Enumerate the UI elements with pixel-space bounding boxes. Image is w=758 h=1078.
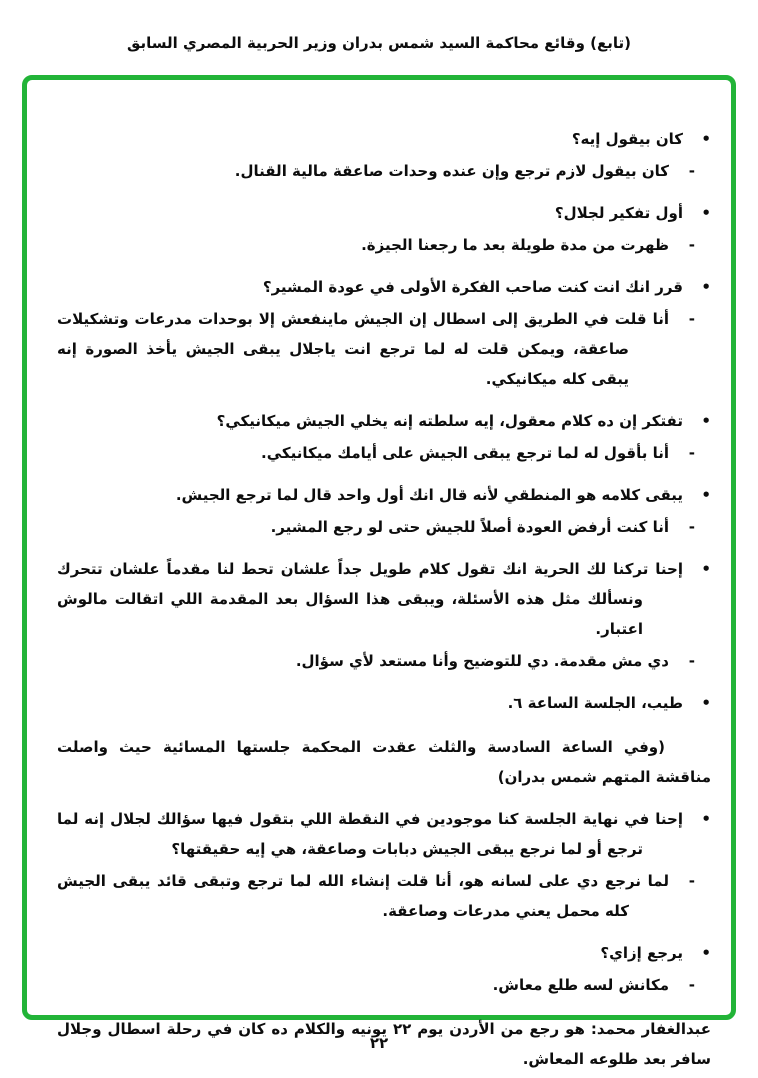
answer-text: أنا قلت في الطريق إلى اسطال إن الجيش ماينفعش إلا بوحدات مدرعات وتشكيلات صاعقة، ويمكن قلت له لما ترجع انت ياجلال يبقى الجيش يأخذ الصورة إنه يبقى كله ميكانيكي. [57, 310, 669, 388]
dash-icon: - [688, 310, 695, 328]
question-text: يبقى كلامه هو المنطقي لأنه قال انك أول واحد قال لما ترجع الجيش. [175, 486, 683, 504]
answer-text: دي مش مقدمة. دي للتوضيح وأنا مستعد لأي سؤال. [295, 652, 669, 670]
answer-item [57, 156, 695, 186]
dash-icon: - [688, 444, 695, 462]
answer-item [57, 512, 695, 542]
bullet-icon: • [701, 204, 711, 222]
bullet-icon: • [701, 486, 711, 504]
dash-icon: - [688, 652, 695, 670]
question-text: أول تفكير لجلال؟ [554, 204, 683, 222]
narration-paragraph: (وفي الساعة السادسة والثلث عقدت المحكمة جلستها المسائية حيث واصلت مناقشة المتهم شمس بدران) [57, 738, 711, 786]
bullet-icon: • [701, 694, 711, 712]
bullet-icon: • [701, 278, 711, 296]
answer-item [57, 304, 695, 394]
answer-item [57, 970, 695, 1000]
closing-paragraph: عبدالغفار محمد: هو رجع من الأردن يوم ٢٢ يونيه والكلام ده كان في رحلة اسطال وجلال سافر بعد طلوعه المعاش. [57, 1020, 711, 1068]
question-item [57, 804, 711, 864]
dash-icon: - [688, 976, 695, 994]
answer-item [57, 866, 695, 926]
answer-item [57, 230, 695, 260]
dash-icon: - [688, 872, 695, 890]
bullet-icon: • [701, 944, 711, 962]
transcript [27, 80, 731, 1074]
dash-icon: - [688, 236, 695, 254]
answer-text: كان بيقول لازم ترجع وإن عنده وحدات صاعقة مالية القنال. [234, 162, 669, 180]
answer-item [57, 646, 695, 676]
page-title: (تابع) وقائع محاكمة السيد شمس بدران وزير الحربية المصري السابق [126, 34, 632, 52]
bullet-icon: • [701, 560, 711, 578]
question-item [57, 688, 711, 718]
page-number: ٢٢ [369, 1034, 389, 1052]
bullet-icon: • [701, 412, 711, 430]
content-frame [22, 75, 736, 1068]
answer-text: أنا كنت أرفض العودة أصلاً للجيش حتى لو رجع المشير. [270, 518, 669, 536]
question-item [57, 406, 711, 436]
bullet-icon: • [701, 130, 711, 148]
question-text: طيب، الجلسة الساعة ٦. [507, 694, 683, 712]
answer-text: ظهرت من مدة طويلة بعد ما رجعنا الجيزة. [361, 236, 669, 254]
question-text: قرر انك انت كنت صاحب الفكرة الأولى في عودة المشير؟ [262, 278, 683, 296]
question-item [57, 554, 711, 644]
question-text: إحنا تركنا لك الحرية انك تقول كلام طويل جداً علشان تحط لنا مقدماً علشان تتحرك ونسألك مثل هذه الأسئلة، ويبقى هذا السؤال بعد المقدمة اللي اتقالت مالوش اعتبار. [57, 560, 683, 638]
answer-item [57, 438, 695, 468]
answer-text: لما نرجع دي على لسانه هو، أنا قلت إنشاء الله لما ترجع وتبقى قائد يبقى الجيش كله محمل يعني مدرعات وصاعقة. [57, 872, 669, 920]
question-text: كان بيقول إيه؟ [571, 130, 683, 148]
question-item [57, 198, 711, 228]
question-text: إحنا في نهاية الجلسة كنا موجودين في النقطة اللي بتقول فيها سؤالك لجلال إنه لما ترجع أو لما نرجع يبقى الجيش دبابات وصاعقة، هي إيه حقيقتها؟ [57, 810, 683, 858]
question-text: تفتكر إن ده كلام معقول، إيه سلطته إنه يخلي الجيش ميكانيكي؟ [216, 412, 683, 430]
question-text: يرجع إزاي؟ [600, 944, 683, 962]
question-item [57, 124, 711, 154]
question-item [57, 480, 711, 510]
dash-icon: - [688, 162, 695, 180]
dash-icon: - [688, 518, 695, 536]
bullet-icon: • [701, 810, 711, 828]
answer-text: مكانش لسه طلع معاش. [492, 976, 669, 994]
question-item [57, 938, 711, 968]
answer-text: أنا بأقول له لما ترجع يبقى الجيش على أيامك ميكانيكي. [261, 444, 669, 462]
question-item [57, 272, 711, 302]
